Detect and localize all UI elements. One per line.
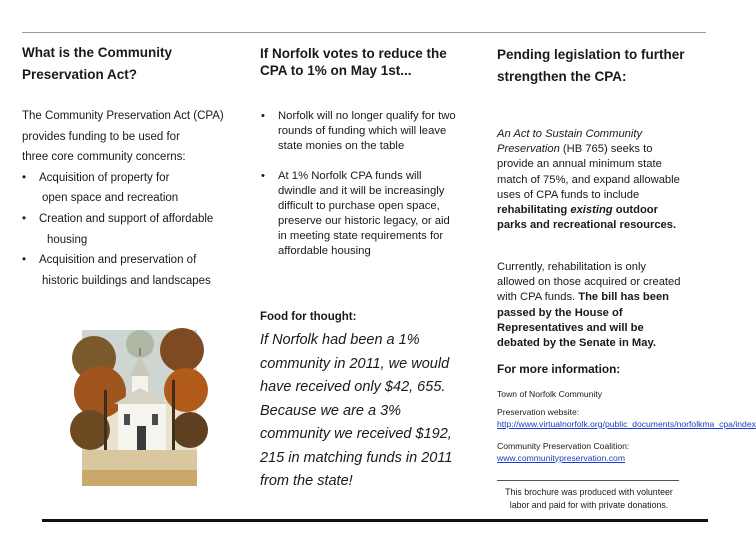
brochure-credit: This brochure was produced with volunteer labor and paid for with private donations. (505, 487, 673, 510)
rehabilitation-text: Currently, rehabilitation is only allowed on those acquired or created with CPA funds. (497, 261, 681, 304)
intro-line: three core community concerns: (22, 151, 186, 164)
info-town: Town of Norfolk Community (497, 389, 603, 399)
coalition-link[interactable]: www.communitypreservation.com (497, 452, 625, 463)
intro-line: The Community Preservation Act (CPA) (22, 110, 224, 122)
heading-pending-legislation: Pending legislation to further strengthen the CPA: (497, 47, 685, 84)
act-title: An Act to Sustain Community Preservation (497, 128, 643, 156)
list-item-line: Acquisition and preservation of (39, 254, 197, 267)
intro-line: provides funding to be used for (22, 130, 180, 143)
list-item-line: Creation and support of affordable (39, 212, 214, 225)
legislation-emphasis: rehabilitating (497, 204, 571, 217)
legislation-emphasis-italic: existing (570, 204, 613, 217)
core-concerns-list (22, 168, 242, 292)
info-website-label: Preservation website: (497, 407, 580, 417)
list-item (22, 168, 242, 209)
impact-list (260, 109, 460, 274)
info-coalition-label: Community Preservation Coalition: (497, 441, 630, 451)
rehabilitation-paragraph (497, 260, 682, 351)
list-item (22, 209, 242, 250)
legislation-emphasis: outdoor parks and recreational resources. (497, 204, 677, 232)
food-for-thought-text: If Norfolk had been a 1% community in 2011, we would have received only $42, 655. Because we are a 3% community we received $192, 215 in matching funds in 2011 from the state! (260, 332, 453, 489)
church-illustration (82, 330, 197, 486)
list-item-line: open space and recreation (42, 192, 179, 205)
list-item (22, 250, 242, 291)
list-item-line: housing (47, 233, 88, 246)
info-website (497, 407, 756, 430)
list-item-line: Acquisition of property for (39, 171, 170, 184)
heading-what-is-cpa: What is the Community Preservation Act? (22, 45, 173, 82)
bottom-rule (42, 519, 708, 522)
cpa-website-link[interactable]: http://www.virtualnorfolk.org/public_documents/norfolkma_cpa/index (497, 418, 756, 429)
credit-divider (497, 480, 679, 481)
info-coalition (497, 441, 692, 464)
list-item: • Norfolk will no longer qualify for two rounds of funding which will leave state monies on the table (260, 109, 460, 154)
top-rule (22, 32, 706, 33)
bill-status-text: The bill has been passed by the House of Representatives and will be debated by the Senate in May. (497, 291, 670, 350)
list-item-line: historic buildings and landscapes (42, 274, 211, 287)
intro-text (22, 106, 242, 291)
list-item: • At 1% Norfolk CPA funds will dwindle and it will be increasingly difficult to purchase open space, preserve our historic legacy, or aid in meeting state requirements for affordable housing (260, 169, 460, 259)
legislation-paragraph (497, 127, 682, 233)
more-info-heading: For more information: (497, 362, 621, 376)
heading-vote-reduce: If Norfolk votes to reduce the CPA to 1% on May 1st... (260, 46, 447, 78)
legislation-text: (HB 765) seeks to provide an annual minimum state match of 75%, and expand allowable uses of CPA funds to include (497, 143, 680, 201)
food-for-thought-heading: Food for thought: (260, 311, 357, 323)
